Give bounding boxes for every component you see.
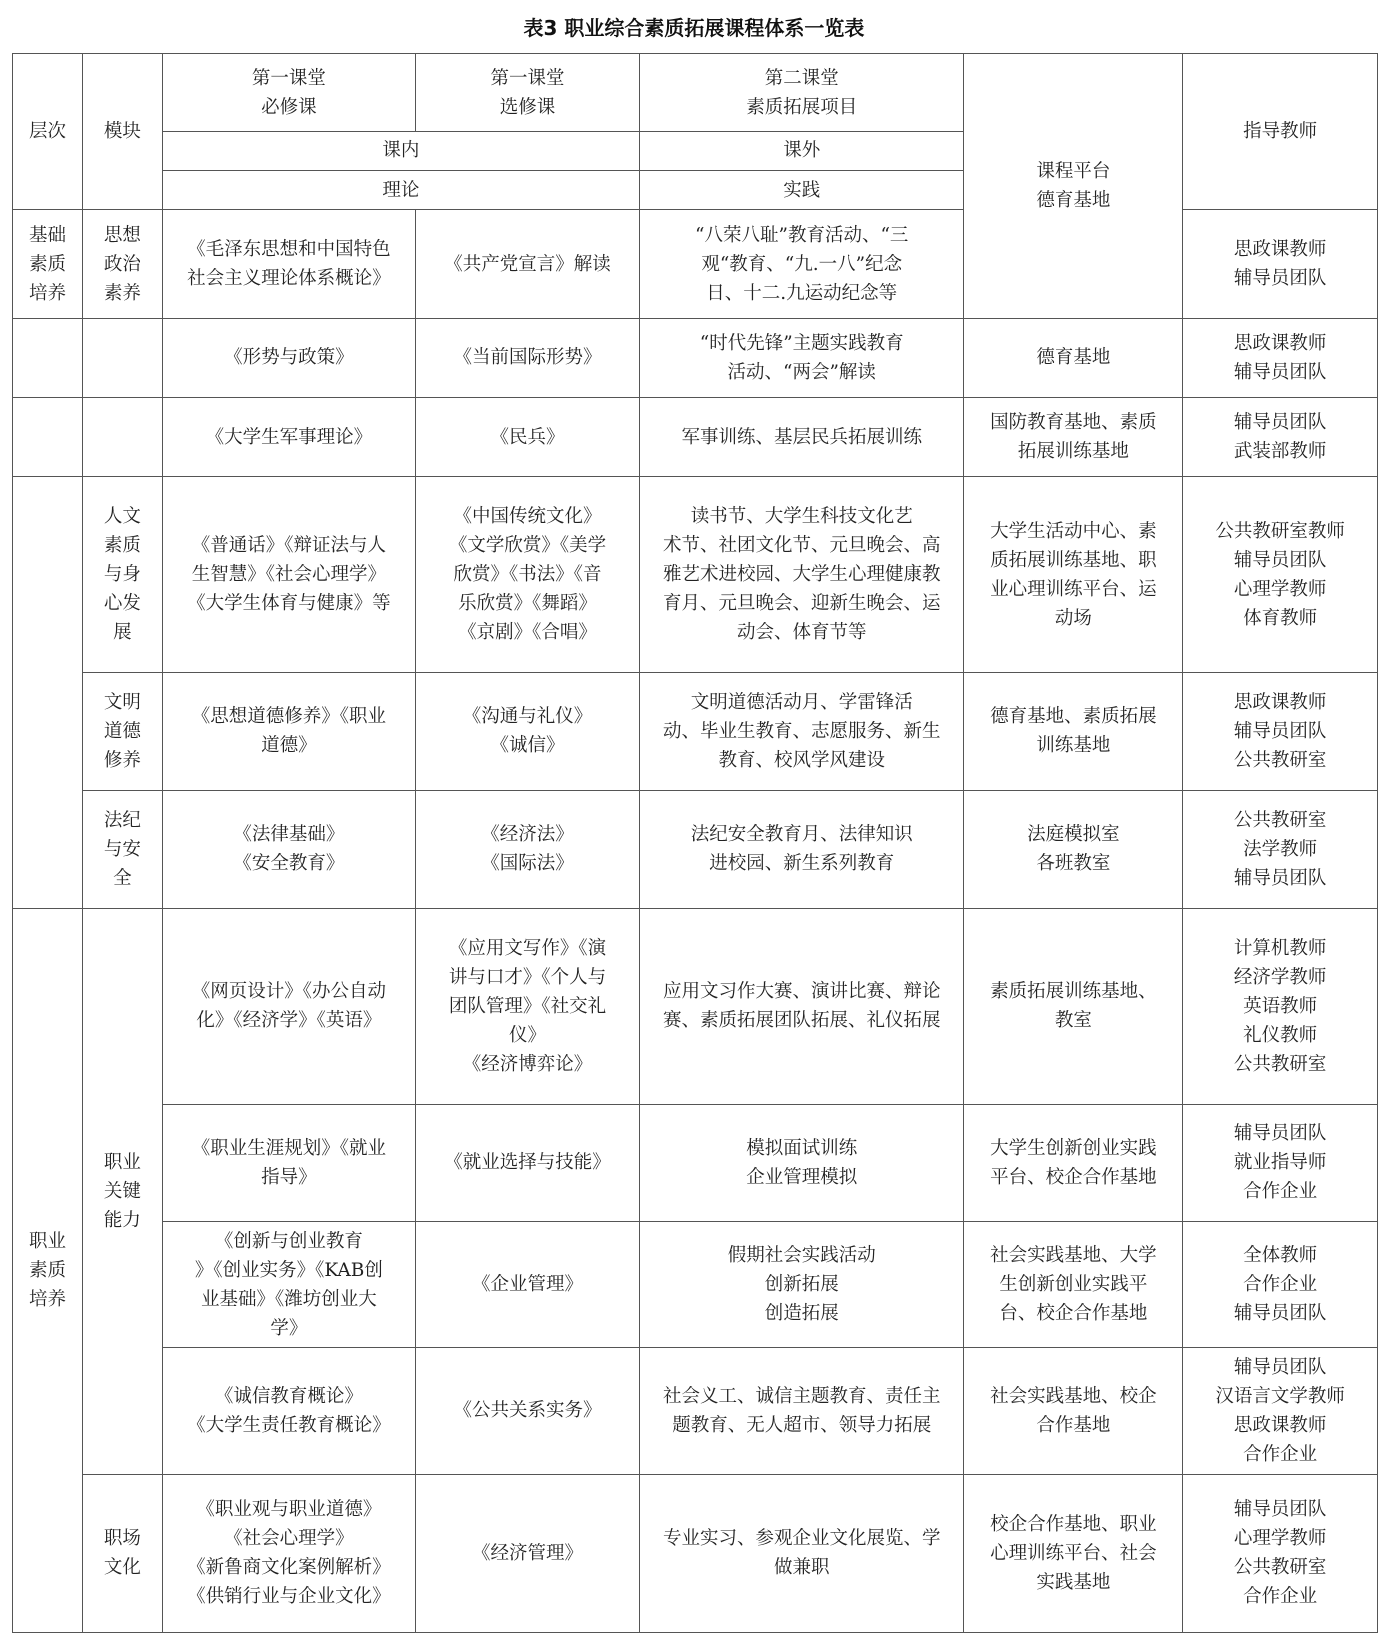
project-cell: 法纪安全教育月、法律知识 进校园、新生系列教育 [639, 790, 964, 908]
required-cell: 《大学生军事理论》 [162, 397, 415, 476]
elective-cell: 《共产党宣言》解读 [415, 210, 639, 318]
required-cell: 《网页设计》《办公自动 化》《经济学》《英语》 [162, 908, 415, 1104]
required-cell: 《思想道德修养》《职业 道德》 [162, 673, 415, 791]
required-cell: 《普通话》《辩证法与人 生智慧》《社会心理学》 《大学生体育与健康》等 [162, 477, 415, 673]
module-cell-empty [83, 318, 163, 397]
module-cell: 法纪 与安 全 [83, 790, 163, 908]
header-practice: 实践 [639, 170, 964, 210]
required-cell: 《职业观与职业道德》 《社会心理学》 《新鲁商文化案例解析》 《供销行业与企业文化》 [162, 1474, 415, 1633]
header-elective: 第一课堂 选修课 [415, 54, 639, 132]
elective-cell: 《经济管理》 [415, 1474, 639, 1633]
module-cell: 职场 文化 [83, 1474, 163, 1633]
teacher-cell: 辅导员团队 武装部教师 [1183, 397, 1378, 476]
platform-cell: 法庭模拟室 各班教室 [964, 790, 1183, 908]
required-cell: 《诚信教育概论》 《大学生责任教育概论》 [162, 1348, 415, 1474]
project-cell: 读书节、大学生科技文化艺 术节、社团文化节、元旦晚会、高 雅艺术进校园、大学生心理健康教 育月、元旦晚会、迎新生晚会、运 动会、体育节等 [639, 477, 964, 673]
module-cell: 职业 关键 能力 [83, 908, 163, 1474]
level-cell-empty [13, 318, 83, 397]
elective-cell: 《就业选择与技能》 [415, 1104, 639, 1222]
header-teacher: 指导教师 [1183, 54, 1378, 210]
teacher-cell: 辅导员团队 汉语言文学教师 思政课教师 合作企业 [1183, 1348, 1378, 1474]
platform-cell: 大学生创新创业实践 平台、校企合作基地 [964, 1104, 1183, 1222]
teacher-cell: 思政课教师 辅导员团队 公共教研室 [1183, 673, 1378, 791]
teacher-cell: 辅导员团队 就业指导师 合作企业 [1183, 1104, 1378, 1222]
curriculum-table [12, 53, 1378, 1633]
platform-cell: 校企合作基地、职业 心理训练平台、社会 实践基地 [964, 1474, 1183, 1633]
header-platform: 课程平台 德育基地 [964, 54, 1183, 319]
header-level: 层次 [13, 54, 83, 210]
project-cell: 应用文习作大赛、演讲比赛、辩论 赛、素质拓展团队拓展、礼仪拓展 [639, 908, 964, 1104]
teacher-cell: 思政课教师 辅导员团队 [1183, 210, 1378, 318]
header-required: 第一课堂 必修课 [162, 54, 415, 132]
module-cell: 人文 素质 与身 心发 展 [83, 477, 163, 673]
level-cell: 职业 素质 培养 [13, 908, 83, 1632]
required-cell: 《法律基础》 《安全教育》 [162, 790, 415, 908]
project-cell: 专业实习、参观企业文化展览、学 做兼职 [639, 1474, 964, 1633]
teacher-cell: 全体教师 合作企业 辅导员团队 [1183, 1222, 1378, 1348]
project-cell: “八荣八耻”教育活动、“三 观“教育、“九.一八”纪念 日、十二.九运动纪念等 [639, 210, 964, 318]
required-cell: 《创新与创业教育 》《创业实务》《KAB创 业基础》《潍坊创业大 学》 [162, 1222, 415, 1348]
teacher-cell: 计算机教师 经济学教师 英语教师 礼仪教师 公共教研室 [1183, 908, 1378, 1104]
platform-cell: 素质拓展训练基地、 教室 [964, 908, 1183, 1104]
table-title: 表3 职业综合素质拓展课程体系一览表 [523, 16, 865, 40]
header-out-class: 课外 [639, 132, 964, 171]
project-cell: 假期社会实践活动 创新拓展 创造拓展 [639, 1222, 964, 1348]
module-cell-empty [83, 397, 163, 476]
elective-cell: 《应用文写作》《演 讲与口才》《个人与 团队管理》《社交礼 仪》 《经济博弈论》 [415, 908, 639, 1104]
level-cell: 基础 素质 培养 [13, 210, 83, 318]
required-cell: 《形势与政策》 [162, 318, 415, 397]
platform-cell: 德育基地 [964, 318, 1183, 397]
platform-cell: 德育基地、素质拓展 训练基地 [964, 673, 1183, 791]
project-cell: 模拟面试训练 企业管理模拟 [639, 1104, 964, 1222]
header-theory: 理论 [162, 170, 639, 210]
elective-cell: 《企业管理》 [415, 1222, 639, 1348]
project-cell: “时代先锋”主题实践教育 活动、“两会”解读 [639, 318, 964, 397]
level-cell-empty [13, 477, 83, 908]
teacher-cell: 公共教研室 法学教师 辅导员团队 [1183, 790, 1378, 908]
header-project: 第二课堂 素质拓展项目 [639, 54, 964, 132]
teacher-cell: 思政课教师 辅导员团队 [1183, 318, 1378, 397]
required-cell: 《毛泽东思想和中国特色 社会主义理论体系概论》 [162, 210, 415, 318]
elective-cell: 《当前国际形势》 [415, 318, 639, 397]
teacher-cell: 公共教研室教师 辅导员团队 心理学教师 体育教师 [1183, 477, 1378, 673]
level-cell-empty [13, 397, 83, 476]
platform-cell: 大学生活动中心、素 质拓展训练基地、职 业心理训练平台、运 动场 [964, 477, 1183, 673]
header-in-class: 课内 [162, 132, 639, 171]
module-cell: 思想 政治 素养 [83, 210, 163, 318]
platform-cell: 社会实践基地、大学 生创新创业实践平 台、校企合作基地 [964, 1222, 1183, 1348]
required-cell: 《职业生涯规划》《就业 指导》 [162, 1104, 415, 1222]
elective-cell: 《经济法》 《国际法》 [415, 790, 639, 908]
project-cell: 文明道德活动月、学雷锋活 动、毕业生教育、志愿服务、新生 教育、校风学风建设 [639, 673, 964, 791]
platform-cell: 国防教育基地、素质 拓展训练基地 [964, 397, 1183, 476]
elective-cell: 《公共关系实务》 [415, 1348, 639, 1474]
elective-cell: 《民兵》 [415, 397, 639, 476]
teacher-cell: 辅导员团队 心理学教师 公共教研室 合作企业 [1183, 1474, 1378, 1633]
elective-cell: 《中国传统文化》 《文学欣赏》《美学 欣赏》《书法》《音 乐欣赏》《舞蹈》 《京剧》《合唱》 [415, 477, 639, 673]
header-module: 模块 [83, 54, 163, 210]
platform-cell: 社会实践基地、校企 合作基地 [964, 1348, 1183, 1474]
project-cell: 社会义工、诚信主题教育、责任主 题教育、无人超市、领导力拓展 [639, 1348, 964, 1474]
module-cell: 文明 道德 修养 [83, 673, 163, 791]
elective-cell: 《沟通与礼仪》 《诚信》 [415, 673, 639, 791]
project-cell: 军事训练、基层民兵拓展训练 [639, 397, 964, 476]
